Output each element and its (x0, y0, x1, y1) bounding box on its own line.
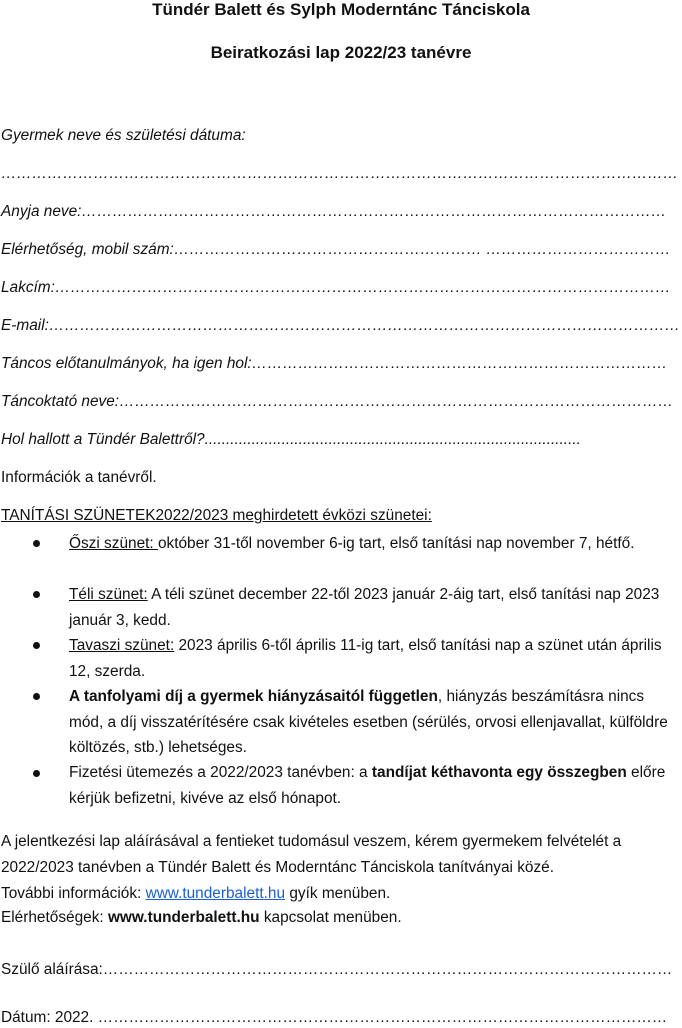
winter-label: Téli szünet: (69, 586, 148, 603)
breaks-heading (1, 506, 432, 526)
autumn-label: Őszi szünet: (69, 535, 158, 552)
bullet-dot (33, 770, 40, 777)
fee-text: , hiányzás beszámításra nincs mód, a díj visszatérítésére csak kivételes esetben (sérülés, orvosi ellenjavallat, külföldre költözés, stb.) lehetséges. (69, 688, 668, 756)
bullet-dot (33, 591, 40, 598)
school-title: Tündér Balett és Sylph Moderntánc Tánciskola (152, 0, 530, 19)
spring-label: Tavaszi szünet: (69, 637, 175, 654)
bullet-winter-break (69, 582, 681, 633)
date-field: Dátum: 2022. ………………………………………………………………………………………………… (1, 1009, 668, 1026)
bullet-dot (33, 540, 40, 547)
more-info-line (1, 884, 390, 904)
field-teacher-name: Táncoktató neve:……………………………………………………………………………………………… (1, 393, 674, 410)
bullet-payment-schedule (69, 760, 681, 811)
spring-text: 2023 április 6-től április 11-ig tart, első tanítási nap a szünet után április 12, szerda. (69, 637, 662, 680)
field-child-name: Gyermek neve és születési dátuma: (1, 127, 246, 144)
field-address: Lakcím:………………………………………………………………………………………………………… (1, 279, 671, 296)
autumn-text: október 31-től november 6-ig tart, első tanítási nap november 7, hétfő. (157, 535, 635, 552)
bullet-autumn-break (69, 531, 681, 557)
more-info-label: További információk: (1, 885, 146, 902)
info-heading: Információk a tanévről. (1, 469, 157, 486)
winter-text: A téli szünet december 22-től 2023 január 2-áig tart, első tanítási nap 2023 január 3, kedd. (69, 586, 660, 629)
breaks-label: TANÍTÁSI SZÜNETEK (1, 507, 156, 524)
payment-text-2: előre kérjük befizetni, kivéve az első hónapot. (69, 764, 666, 807)
bullet-dot (33, 642, 40, 649)
payment-bold: tandíjat kéthavonta egy összegben (371, 764, 627, 781)
field-contact-phone: Elérhetőség, mobil szám:…………………………………………………… ……………………………… (1, 241, 671, 258)
bullet-spring-break (69, 633, 681, 684)
fee-bold: A tanfolyami díj a gyermek hiányzásaitól független (69, 688, 438, 705)
contacts-label: Elérhetőségek: (1, 909, 108, 926)
field-child-name-dots: …………………………………………………………………………………………………………………… (1, 165, 679, 182)
consent-statement: A jelentkezési lap aláírásával a fentieket tudomásul veszem, kérem gyermekem felvételét a 2022/2023 tanévben a Tündér Balett és Moderntánc Tánciskola tanítványai közé. (1, 833, 622, 876)
form-title: Beiratkozási lap 2022/23 tanévre (210, 43, 472, 62)
bullet-fee-policy (69, 684, 681, 761)
website-link[interactable]: www.tunderbalett.hu (145, 885, 286, 902)
payment-text: Fizetési ütemezés a 2022/2023 tanévben: a (69, 764, 372, 781)
parent-signature-field: Szülő aláírása:………………………………………………………………………………………………… (1, 961, 673, 978)
contacts-rest: kapcsolat menüben. (259, 909, 402, 926)
contacts-website: www.tunderbalett.hu (107, 909, 260, 926)
breaks-subtitle: 2022/2023 meghirdetett évközi szünetei: (155, 507, 432, 524)
field-email: E-mail:…………………………………………………………………………………………………………… (1, 317, 680, 334)
field-referral: Hol hallott a Tündér Balettről?........................................................................................ (1, 431, 581, 448)
contacts-line (1, 908, 402, 928)
bullet-dot (33, 693, 40, 700)
more-info-rest: gyík menüben. (285, 885, 391, 902)
field-mother-name: Anyja neve:…………………………………………………………………………………………………… (1, 203, 667, 220)
field-prior-studies: Táncos előtanulmányok, ha igen hol:……………………………………………………………………… (1, 355, 668, 372)
